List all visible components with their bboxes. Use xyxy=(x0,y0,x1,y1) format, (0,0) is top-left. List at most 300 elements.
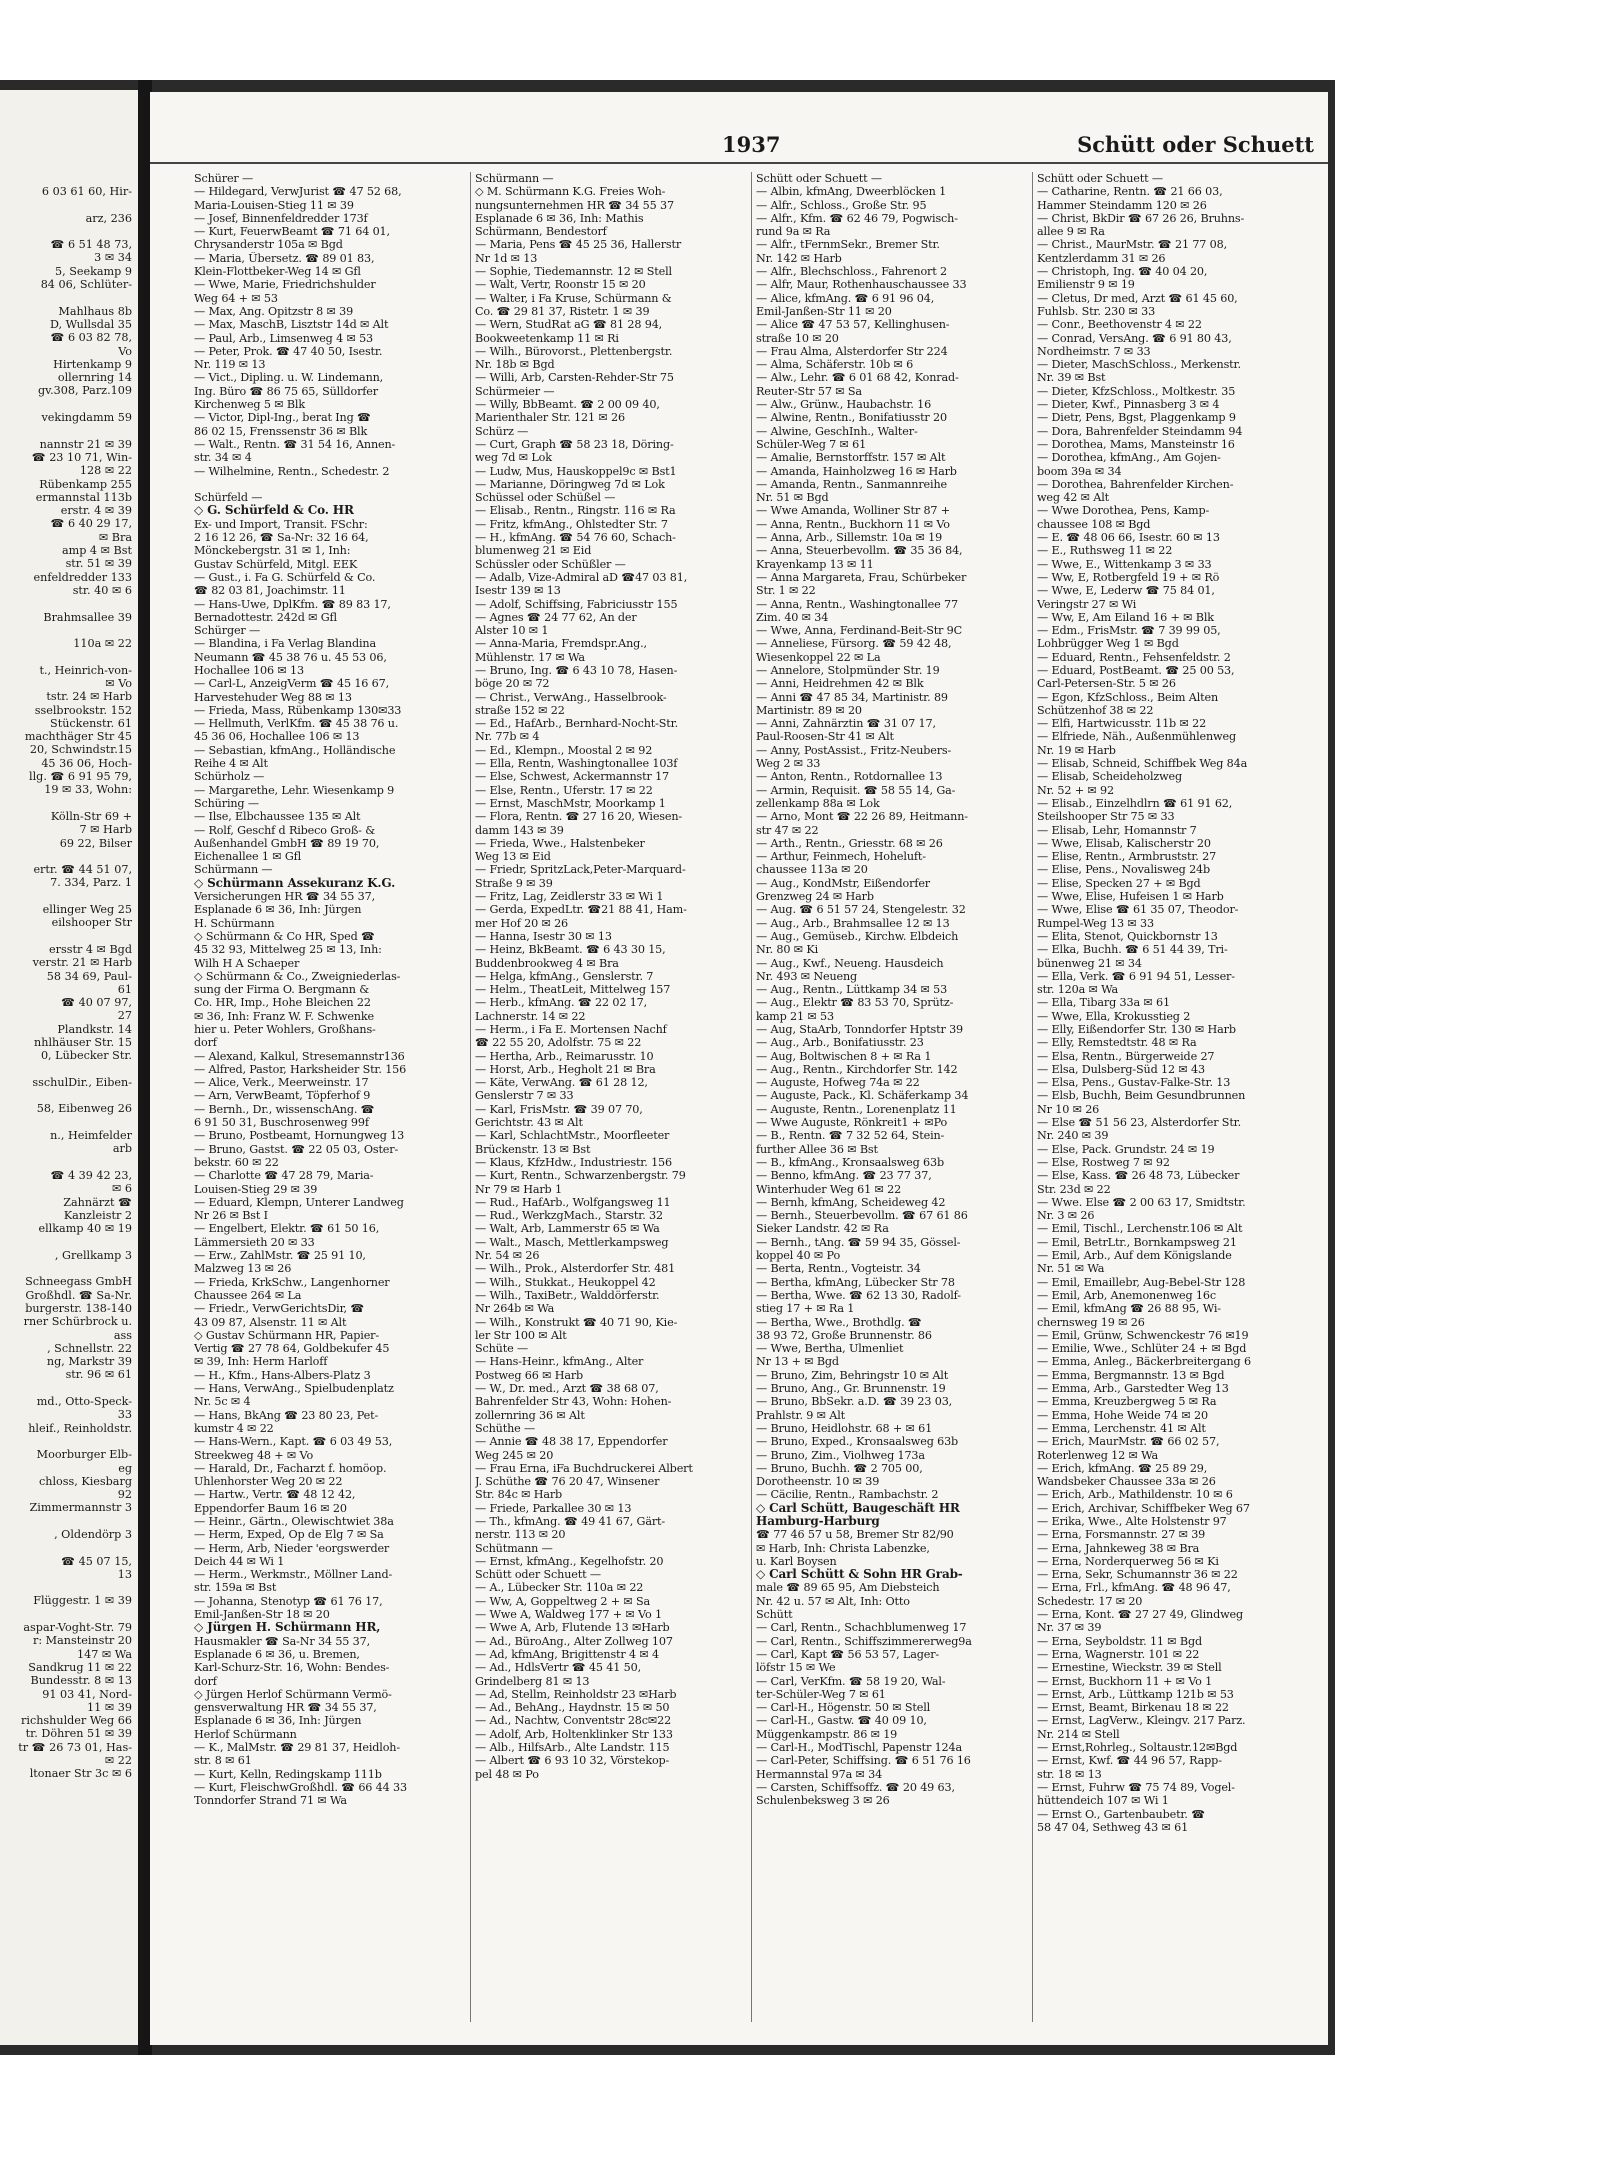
directory-entry: Veringstr 27 ✉ Wi xyxy=(1037,597,1137,611)
directory-entry: — Aug, Boltwischen 8 + ✉ Ra 1 xyxy=(756,1049,932,1063)
directory-entry: Zim. 40 ✉ 34 xyxy=(756,610,829,624)
directory-entry: Hamburg-Harburg xyxy=(756,1514,880,1528)
directory-entry: — Alfr., Blechschloss., Fahrenort 2 xyxy=(756,265,947,279)
directory-entry: Co. HR, Imp., Hohe Bleichen 22 xyxy=(194,996,371,1010)
directory-entry: — Frieda, Wwe., Halstenbeker xyxy=(475,836,645,850)
directory-entry: straße 10 ✉ 20 xyxy=(756,331,839,345)
left-page-line: 61 xyxy=(117,982,132,996)
left-page-line: ☎ 6 51 48 73, xyxy=(50,238,132,252)
directory-entry: — Anna Margareta, Frau, Schürbeker xyxy=(756,570,967,584)
directory-entry: — Flora, Rentn. ☎ 27 16 20, Wiesen- xyxy=(475,810,683,824)
left-page-line: Bundesstr. 8 ✉ 13 xyxy=(30,1674,132,1688)
directory-entry: — Arthur, Feinmech, Hoheluft- xyxy=(756,850,926,864)
directory-entry: Str. 23d ✉ 22 xyxy=(1037,1182,1111,1196)
directory-entry: ✉ 36, Inh: Franz W. F. Schwenke xyxy=(194,1009,374,1023)
directory-entry: — Käte, VerwAng. ☎ 61 28 12, xyxy=(475,1076,648,1090)
directory-entry: dorf xyxy=(194,1674,217,1688)
directory-entry: — Eduard, Rentn., Fehsenfeldstr. 2 xyxy=(1037,650,1231,664)
directory-entry: — Benno, kfmAng. ☎ 23 77 37, xyxy=(756,1169,932,1183)
directory-entry: — Klaus, KfzHdw., Industriestr. 156 xyxy=(475,1155,672,1169)
directory-entry: — Christ, BkDir ☎ 67 26 26, Bruhns- xyxy=(1037,211,1245,225)
directory-entry: Weg 2 ✉ 33 xyxy=(756,757,821,771)
left-page-line xyxy=(18,1608,132,1621)
directory-entry: Grindelberg 81 ✉ 13 xyxy=(475,1674,590,1688)
directory-entry: — Elka, Buchh. ☎ 6 51 44 39, Tri- xyxy=(1037,943,1228,957)
directory-entry: — Ella, Verk. ☎ 6 91 94 51, Lesser- xyxy=(1037,969,1235,983)
directory-entry: zellenkamp 88a ✉ Lok xyxy=(756,796,880,810)
directory-entry: — Bruno, Heidlohstr. 68 + ✉ 61 xyxy=(756,1421,933,1435)
directory-entry: — Carl-H., Gastw. ☎ 40 09 10, xyxy=(756,1714,927,1728)
directory-entry: Nr 1d ✉ 13 xyxy=(475,251,538,265)
directory-entry: 58 47 04, Sethweg 43 ✉ 61 xyxy=(1037,1820,1189,1834)
directory-entry: — Karl, SchlachtMstr., Moorfleeter xyxy=(475,1129,670,1143)
directory-entry: Gerichtstr. 43 ✉ Alt xyxy=(475,1116,583,1130)
directory-entry: str. 159a ✉ Bst xyxy=(194,1581,277,1595)
left-page-line xyxy=(18,1116,132,1129)
left-page-line xyxy=(18,1382,132,1395)
directory-entry: — Wwe Dorothea, Pens, Kamp- xyxy=(1037,504,1210,518)
surname-heading: Schütt oder Schuett — xyxy=(756,172,882,185)
directory-entry: — Carl, VerKfm. ☎ 58 19 20, Wal- xyxy=(756,1674,946,1688)
directory-entry: — Wilh., Bürovorst., Plettenbergstr. xyxy=(475,344,673,358)
directory-entry: — Willi, Arb, Carsten-Rehder-Str 75 xyxy=(475,371,674,385)
directory-entry: Tonndorfer Strand 71 ✉ Wa xyxy=(194,1794,347,1808)
directory-entry: ☎ 82 03 81, Joachimstr. 11 xyxy=(194,584,346,598)
directory-entry: Dorotheenstr. 10 ✉ 39 xyxy=(756,1475,880,1489)
directory-entry: — Adolf, Arb, Holtenklinker Str 133 xyxy=(475,1727,673,1741)
directory-entry: Krayenkamp 13 ✉ 11 xyxy=(756,557,874,571)
directory-entry: — Ernst, kfmAng., Kegelhofstr. 20 xyxy=(475,1554,664,1568)
directory-entry: — Christ., MaurMstr. ☎ 21 77 08, xyxy=(1037,238,1228,252)
directory-entry: — Charlotte ☎ 47 28 79, Maria- xyxy=(194,1169,374,1183)
directory-entry: stieg 17 + ✉ Ra 1 xyxy=(756,1302,855,1316)
directory-entry: — Josef, Binnenfeldredder 173f xyxy=(194,211,368,225)
directory-entry: Nr. 39 ✉ Bst xyxy=(1037,371,1106,385)
directory-entry: — Hans-Wern., Kapt. ☎ 6 03 49 53, xyxy=(194,1435,393,1449)
left-page-line xyxy=(18,890,132,903)
directory-entry: Nr. 214 ✉ Stell xyxy=(1037,1727,1120,1741)
directory-entry: — Elly, Eißendorfer Str. 130 ✉ Harb xyxy=(1037,1023,1236,1036)
directory-entry: — Elisab, Scheideholzweg xyxy=(1037,770,1183,784)
left-page-line: llg. ☎ 6 91 95 79, xyxy=(29,770,132,784)
left-page-line: eg xyxy=(118,1461,132,1475)
directory-entry: gensverwaltung HR ☎ 34 55 37, xyxy=(194,1701,377,1715)
directory-entry: Emilienstr 9 ✉ 19 xyxy=(1037,278,1135,292)
directory-entry: — Heinz, BkBeamt. ☎ 6 43 30 15, xyxy=(475,943,666,957)
directory-entry: chaussee 113a ✉ 20 xyxy=(756,863,868,877)
left-page-line: ltonaer Str 3c ✉ 6 xyxy=(29,1767,132,1781)
directory-entry: — Alexand, Kalkul, Stresemannstr136 xyxy=(194,1049,405,1063)
directory-entry: — Carl, Kapt ☎ 56 53 57, Lager- xyxy=(756,1647,940,1661)
directory-entry: Vertig ☎ 27 78 64, Goldbekufer 45 xyxy=(194,1342,390,1356)
directory-entry: — E., Ruthsweg 11 ✉ 22 xyxy=(1037,544,1173,558)
directory-entry: — Erich, MaurMstr. ☎ 66 02 57, xyxy=(1037,1435,1220,1449)
directory-entry: — Aug., Gemüseb., Kirchw. Elbdeich xyxy=(756,929,959,943)
directory-entry: — Karl, FrisMstr. ☎ 39 07 70, xyxy=(475,1102,643,1116)
directory-entry: str. 120a ✉ Wa xyxy=(1037,983,1119,997)
directory-entry: — Dorothea, Bahrenfelder Kirchen- xyxy=(1037,477,1234,491)
surname-heading: Schürholz — xyxy=(194,770,265,784)
directory-entry: Versicherungen HR ☎ 34 55 37, xyxy=(194,890,375,904)
directory-entry: — Anneliese, Fürsorg. ☎ 59 42 48, xyxy=(756,637,952,651)
directory-entry: Ing. Büro ☎ 86 75 65, Sülldorfer xyxy=(194,384,378,398)
directory-entry: ◇ Carl Schütt & Sohn HR Grab- xyxy=(756,1568,963,1582)
directory-entry: koppel 40 ✉ Po xyxy=(756,1249,841,1263)
directory-entry: Hammer Steindamm 120 ✉ 26 xyxy=(1037,198,1207,212)
directory-entry: — Alwine, GeschInh., Walter- xyxy=(756,424,918,438)
directory-entry: mer Hof 20 ✉ 26 xyxy=(475,916,569,930)
left-page-line: D, Wullsdal 35 xyxy=(49,317,132,331)
left-page-line: 45 36 06, Hoch- xyxy=(41,756,132,770)
directory-entry: — Margarethe, Lehr. Wiesenkamp 9 xyxy=(194,783,395,797)
directory-entry: — Alfr., tFernmSekr., Bremer Str. xyxy=(756,238,940,252)
directory-entry: — Ernst, Buckhorn 11 + ✉ Vo 1 xyxy=(1037,1674,1213,1688)
directory-entry: — Erich, Archivar, Schiffbeker Weg 67 xyxy=(1037,1501,1250,1515)
directory-entry: — Carl-L, AnzeigVerm ☎ 45 16 67, xyxy=(194,677,390,691)
directory-entry: — Hellmuth, VerlKfm. ☎ 45 38 76 u. xyxy=(194,717,399,731)
directory-entry: Neumann ☎ 45 38 76 u. 45 53 06, xyxy=(194,650,387,664)
left-page-line: tr ☎ 26 73 01, Has- xyxy=(18,1740,132,1754)
left-page-line xyxy=(18,225,132,238)
column-rule xyxy=(470,172,471,2022)
directory-entry: — Ernst, LagVerw., Kleingv. 217 Parz. xyxy=(1037,1714,1246,1728)
directory-entry: kumstr 4 ✉ 22 xyxy=(194,1421,274,1435)
directory-entry: — Ernst O., Gartenbaubetr. ☎ xyxy=(1037,1807,1205,1821)
directory-entry: — Wwe Auguste, Rönkreit1 + ✉Po xyxy=(756,1116,948,1130)
directory-entry: — Blandina, i Fa Verlag Blandina xyxy=(194,637,376,651)
directory-entry: — Rolf, Geschf d Ribeco Groß- & xyxy=(194,823,375,837)
directory-entry: — Rud., HafArb., Wolfgangsweg 11 xyxy=(475,1195,671,1209)
directory-entry: Kentzlerdamm 31 ✉ 26 xyxy=(1037,251,1166,265)
left-page-line: Rübenkamp 255 xyxy=(39,477,132,491)
directory-entry: — Erna, Wagnerstr. 101 ✉ 22 xyxy=(1037,1647,1200,1661)
left-page-line: ☎ 4 39 42 23, xyxy=(50,1168,132,1182)
directory-entry: Sieker Landstr. 42 ✉ Ra xyxy=(756,1222,889,1236)
directory-entry: ✉ Harb, Inh: Christa Labenzke, xyxy=(756,1541,930,1555)
directory-entry: Nr 79 ✉ Harb 1 xyxy=(475,1182,562,1196)
left-page-line: richshulder Weg 66 xyxy=(21,1714,132,1728)
left-page-line xyxy=(18,424,132,437)
directory-entry: — Maria, Übersetz. ☎ 89 01 83, xyxy=(194,251,375,265)
directory-entry: — Willy, BbBeamt. ☎ 2 00 09 40, xyxy=(475,398,660,412)
directory-entry: — Walter, i Fa Kruse, Schürmann & xyxy=(475,291,672,305)
directory-entry: — W., Dr. med., Arzt ☎ 38 68 07, xyxy=(475,1382,659,1396)
surname-heading: Schürmeier — xyxy=(475,384,555,398)
directory-column-2 xyxy=(475,172,745,2042)
directory-entry: — Harald, Dr., Facharzt f. homöop. xyxy=(194,1461,387,1475)
directory-entry: Nr. 80 ✉ Ki xyxy=(756,943,819,957)
directory-entry: — Aug., Arb., Brahmsallee 12 ✉ 13 xyxy=(756,916,950,930)
directory-entry: weg 42 ✉ Alt xyxy=(1037,491,1109,505)
directory-entry: — Alfr, Maur, Rothenhauschaussee 33 xyxy=(756,278,967,292)
left-page-line: ☎ 45 07 15, xyxy=(61,1554,132,1568)
left-page-line: chloss, Kiesbarg xyxy=(38,1474,132,1488)
left-page-line: ✉ 6 xyxy=(111,1182,132,1196)
directory-entry: — Wilh., TaxiBetr., Walddörferstr. xyxy=(475,1288,660,1302)
directory-entry: — Auguste, Pack., Kl. Schäferkamp 34 xyxy=(756,1089,969,1103)
directory-entry: — Wwe A, Waldweg 177 + ✉ Vo 1 xyxy=(475,1608,662,1622)
directory-entry: Nr. 493 ✉ Neueng xyxy=(756,969,858,983)
directory-entry: u. Karl Boysen xyxy=(756,1554,837,1568)
left-page-line: ☎ 6 40 29 17, xyxy=(50,517,132,531)
surname-heading: Schütt oder Schuett — xyxy=(475,1568,601,1582)
surname-heading: Schütt oder Schuett — xyxy=(1037,172,1163,185)
left-page-line xyxy=(18,1515,132,1528)
directory-entry: — Erich, Arb., Mathildenstr. 10 ✉ 6 xyxy=(1037,1488,1233,1502)
left-page-line: , Grellkamp 3 xyxy=(54,1248,132,1262)
directory-entry: — Emil, Arb, Anemonenweg 16c xyxy=(1037,1288,1216,1302)
directory-entry: — Johanna, Stenotyp ☎ 61 76 17, xyxy=(194,1594,383,1608)
directory-entry: — Anna, Steuerbevollm. ☎ 35 36 84, xyxy=(756,544,963,558)
directory-entry: — Bruno, Ing. ☎ 6 43 10 78, Hasen- xyxy=(475,663,678,677)
directory-entry: — Wwe, Anna, Ferdinand-Beit-Str 9C xyxy=(756,624,963,638)
directory-entry: — Arn, VerwBeamt, Töpferhof 9 xyxy=(194,1089,371,1103)
directory-entry: — Friede, Parkallee 30 ✉ 13 xyxy=(475,1501,632,1515)
directory-entry: Lachnerstr. 14 ✉ 22 xyxy=(475,1009,586,1023)
directory-entry: Bookweetenkamp 11 ✉ Ri xyxy=(475,331,619,345)
left-page-line: ✉ 22 xyxy=(104,1754,132,1768)
directory-entry: Steilshooper Str 75 ✉ 33 xyxy=(1037,810,1175,824)
directory-entry: — Anna-Maria, Fremdspr.Ang., xyxy=(475,637,647,651)
directory-entry: — Ad, Stellm, Reinholdstr 23 ✉Harb xyxy=(475,1687,677,1701)
left-page-line: 58 34 69, Paul- xyxy=(46,969,132,983)
directory-entry: sung der Firma O. Bergmann & xyxy=(194,983,370,997)
directory-entry: — Emil, Tischl., Lerchenstr.106 ✉ Alt xyxy=(1037,1222,1243,1236)
directory-entry: — Adolf, Schiffsing, Fabriciusstr 155 xyxy=(475,597,678,611)
directory-entry: — Ludw, Mus, Hauskoppel9c ✉ Bst1 xyxy=(475,464,677,478)
directory-entry: Emil-Janßen-Str 11 ✉ 20 xyxy=(756,304,892,318)
directory-entry: hier u. Peter Wohlers, Großhans- xyxy=(194,1023,376,1036)
directory-entry: kamp 21 ✉ 53 xyxy=(756,1009,834,1023)
directory-entry: Maria-Louisen-Stieg 11 ✉ 39 xyxy=(194,198,354,212)
directory-entry: — Amanda, Rentn., Sanmannreihe xyxy=(756,477,947,491)
directory-entry: — Carl-H., ModTischl, Papenstr 124a xyxy=(756,1741,962,1755)
left-page-line: ☎ 6 03 82 78, xyxy=(50,331,132,345)
directory-entry: — Erna, Sekr, Schumannstr 36 ✉ 22 xyxy=(1037,1568,1238,1582)
left-page-line: 0, Lübecker Str. xyxy=(40,1049,132,1063)
directory-entry: — Helga, kfmAng., Genslerstr. 7 xyxy=(475,969,654,983)
directory-entry: — Elita, Stenot, Quickbornstr 13 xyxy=(1037,929,1218,943)
directory-entry: — Kurt, Kelln, Redingskamp 111b xyxy=(194,1767,382,1781)
left-page-line xyxy=(18,930,132,943)
directory-entry: — Hanna, Isestr 30 ✉ 13 xyxy=(475,929,612,943)
directory-entry: — Anni, Heidrehmen 42 ✉ Blk xyxy=(756,677,924,691)
directory-entry: Genslerstr 7 ✉ 33 xyxy=(475,1089,574,1103)
directory-entry: Winterhuder Weg 61 ✉ 22 xyxy=(756,1182,902,1196)
directory-entry: — Wwe, Ella, Krokusstieg 2 xyxy=(1037,1009,1191,1023)
directory-entry: zollernring 36 ✉ Alt xyxy=(475,1408,585,1422)
directory-entry: — Eduard, PostBeamt. ☎ 25 00 53, xyxy=(1037,663,1235,677)
directory-entry: Herlof Schürmann xyxy=(194,1727,297,1741)
directory-entry: — Rud., WerkzgMach., Starstr. 32 xyxy=(475,1209,663,1223)
directory-entry: — Erna, Seyboldstr. 11 ✉ Bgd xyxy=(1037,1634,1203,1648)
directory-entry: — Max, Ang. Opitzstr 8 ✉ 39 xyxy=(194,304,354,318)
directory-entry: — Elise, Pens., Novalisweg 24b xyxy=(1037,863,1211,877)
directory-entry: — Aug. ☎ 6 51 57 24, Stengelestr. 32 xyxy=(756,903,966,917)
left-page-line: hleif., Reinholdstr. xyxy=(28,1421,132,1435)
directory-entry: — Elfriede, Näh., Außenmühlenweg xyxy=(1037,730,1236,744)
directory-entry: rund 9a ✉ Ra xyxy=(756,225,831,239)
directory-entry: — Hans-Heinr., kfmAng., Alter xyxy=(475,1355,644,1369)
left-page-line: Kölln-Str 69 + xyxy=(50,809,132,823)
directory-entry: — Adalb, Vize-Admiral aD ☎47 03 81, xyxy=(475,570,688,584)
surname-heading: Schüring — xyxy=(194,796,259,810)
directory-entry: Chrysanderstr 105a ✉ Bgd xyxy=(194,238,343,252)
directory-entry: — Cletus, Dr med, Arzt ☎ 61 45 60, xyxy=(1037,291,1238,305)
directory-entry: — Herm., Werkmstr., Möllner Land- xyxy=(194,1568,393,1582)
surname-heading: Schütmann — xyxy=(475,1541,553,1555)
directory-entry: Hermannstal 97a ✉ 34 xyxy=(756,1767,883,1781)
surname-heading: Schürer — xyxy=(194,172,254,185)
directory-entry: H. Schürmann xyxy=(194,916,275,930)
directory-entry: — Anni, Zahnärztin ☎ 31 07 17, xyxy=(756,717,936,731)
directory-entry: — Emil, Arb., Auf dem Königslande xyxy=(1037,1249,1232,1263)
directory-entry: ◇ Schürmann & Co HR, Sped ☎ xyxy=(194,929,375,943)
directory-entry: 38 93 72, Große Brunnenstr. 86 xyxy=(756,1328,932,1342)
directory-entry: 43 09 87, Alsenstr. 11 ✉ Alt xyxy=(194,1315,347,1329)
directory-entry: — K., MalMstr. ☎ 29 81 37, Heidloh- xyxy=(194,1741,400,1755)
directory-entry: Alster 10 ✉ 1 xyxy=(475,624,549,638)
directory-entry: — Wwe, E., Wittenkamp 3 ✉ 33 xyxy=(1037,557,1212,571)
surname-heading: Schürmann — xyxy=(194,863,273,877)
directory-entry: — Berta, Rentn., Vogteistr. 34 xyxy=(756,1262,921,1276)
directory-entry: — Hans-Uwe, DplKfm. ☎ 89 83 17, xyxy=(194,597,391,611)
directory-entry: — Th., kfmAng. ☎ 49 41 67, Gärt- xyxy=(475,1514,666,1528)
directory-entry: — Alb., HilfsArb., Alte Landstr. 115 xyxy=(475,1741,670,1755)
directory-entry: — Wilhelmine, Rentn., Schedestr. 2 xyxy=(194,464,390,478)
left-page-line: 3 ✉ 34 xyxy=(94,251,132,265)
left-page-line: 69 22, Bilser xyxy=(59,836,132,850)
directory-entry: — Elise, Specken 27 + ✉ Bgd xyxy=(1037,876,1201,890)
directory-entry: Nr. 52 + ✉ 92 xyxy=(1037,783,1114,797)
directory-entry: — Amalie, Bernstorffstr. 157 ✉ Alt xyxy=(756,451,946,465)
directory-entry: — Ernst,Rohrleg., Soltaustr.12✉Bgd xyxy=(1037,1741,1238,1755)
directory-entry: — Elsa, Dulsberg-Süd 12 ✉ 43 xyxy=(1037,1062,1205,1076)
directory-entry: — Conrad, VersAng. ☎ 6 91 80 43, xyxy=(1037,331,1232,345)
directory-entry: Esplanade 6 ✉ 36, Inh: Mathis xyxy=(475,211,644,225)
directory-entry: — Sophie, Tiedemannstr. 12 ✉ Stell xyxy=(475,265,672,279)
directory-entry: — Conr., Beethovenstr 4 ✉ 22 xyxy=(1037,318,1202,332)
left-page-line xyxy=(18,1235,132,1248)
directory-entry: Straße 9 ✉ 39 xyxy=(475,876,553,890)
directory-entry: — Erika, Wwe., Alte Holstenstr 97 xyxy=(1037,1514,1227,1528)
directory-entry: J. Schüthe ☎ 76 20 47, Winsener xyxy=(475,1475,660,1489)
directory-entry: — Kurt, Rentn., Schwarzenbergstr. 79 xyxy=(475,1169,686,1183)
directory-entry: Wiesenkoppel 22 ✉ La xyxy=(756,650,881,664)
directory-entry: — Dora, Bahrenfelder Steindamm 94 xyxy=(1037,424,1243,438)
directory-entry: — Bernh., tAng. ☎ 59 94 35, Gössel- xyxy=(756,1235,961,1249)
directory-entry: — Wern, StudRat aG ☎ 81 28 94, xyxy=(475,318,663,332)
directory-entry: — B., kfmAng., Kronsaalsweg 63b xyxy=(756,1155,944,1169)
directory-entry: — Maria, Pens ☎ 45 25 36, Hallerstr xyxy=(475,238,682,252)
directory-entry: — Frieda, KrkSchw., Langenhorner xyxy=(194,1275,390,1289)
column-rule xyxy=(751,172,752,2022)
surname-heading: Schürfeld — xyxy=(194,491,263,505)
left-page-line: Zahnärzt ☎ xyxy=(63,1195,132,1209)
directory-column-1 xyxy=(194,172,464,2042)
directory-entry: — Frau Alma, Alsterdorfer Str 224 xyxy=(756,344,948,358)
left-page-line: ellkamp 40 ✉ 19 xyxy=(38,1222,132,1236)
directory-entry: — Bernh., Steuerbevollm. ☎ 67 61 86 xyxy=(756,1209,968,1223)
directory-entry: — Eduard, Klempn, Unterer Landweg xyxy=(194,1195,404,1209)
directory-entry: bünenweg 21 ✉ 34 xyxy=(1037,956,1142,970)
directory-entry: nungsunternehmen HR ☎ 34 55 37 xyxy=(475,198,674,212)
directory-entry: ◇ G. Schürfeld & Co. HR xyxy=(194,504,354,518)
directory-entry: ◇ Schürmann & Co., Zweigniederlas- xyxy=(194,969,401,983)
directory-entry: Eppendorfer Baum 16 ✉ 20 xyxy=(194,1501,347,1515)
directory-entry: — Gerda, ExpedLtr. ☎21 88 41, Ham- xyxy=(475,903,687,917)
directory-entry: Weg 13 ✉ Eid xyxy=(475,850,551,864)
directory-entry: Lämmersieth 20 ✉ 33 xyxy=(194,1235,315,1249)
directory-entry: Nr. 51 ✉ Wa xyxy=(1037,1262,1105,1276)
directory-entry: allee 9 ✉ Ra xyxy=(1037,225,1105,239)
left-page-line: arb xyxy=(112,1142,132,1156)
left-page-line: eilshooper Str xyxy=(51,916,132,930)
directory-entry: — Elisab., Rentn., Ringstr. 116 ✉ Ra xyxy=(475,504,676,518)
directory-entry: — Dorothea, kfmAng., Am Gojen- xyxy=(1037,451,1221,465)
left-page-line: Sandkrug 11 ✉ 22 xyxy=(28,1660,132,1674)
directory-entry: — Ilse, Elbchaussee 135 ✉ Alt xyxy=(194,810,361,824)
directory-entry: — Alw., Grünw., Haubachstr. 16 xyxy=(756,398,932,412)
left-page-line: 13 xyxy=(117,1567,132,1581)
directory-entry: — Dorothea, Mams, Mansteinstr 16 xyxy=(1037,437,1235,451)
left-page-line xyxy=(18,1063,132,1076)
left-page-line: ersstr 4 ✉ Bgd xyxy=(49,942,132,956)
directory-entry: Mühlenstr. 17 ✉ Wa xyxy=(475,650,585,664)
left-page-line: 84 06, Schlüter- xyxy=(40,278,132,292)
left-page-line: Flüggestr. 1 ✉ 39 xyxy=(33,1594,132,1608)
directory-entry: — Wilh., Stukkat., Heukoppel 42 xyxy=(475,1275,656,1289)
directory-entry: — Anna, Rentn., Buckhorn 11 ✉ Vo xyxy=(756,517,950,531)
left-page-line xyxy=(18,291,132,304)
directory-entry: — Elsb, Buchh, Beim Gesundbrunnen xyxy=(1037,1089,1246,1103)
directory-entry: ◇ Schürmann Assekuranz K.G. xyxy=(194,876,396,890)
left-page-line: Kanzleistr 2 xyxy=(63,1208,132,1222)
directory-entry: — Egon, KfzSchloss., Beim Alten xyxy=(1037,690,1219,704)
directory-entry: Nr. 5c ✉ 4 xyxy=(194,1395,251,1409)
left-page-line: Zimmermannstr 3 xyxy=(29,1501,132,1515)
directory-page xyxy=(150,92,1328,2045)
directory-entry: Eichenallee 1 ✉ Gfl xyxy=(194,850,302,864)
left-page-text xyxy=(18,185,132,1781)
directory-entry: — Ella, Tibarg 33a ✉ 61 xyxy=(1037,996,1170,1010)
directory-entry: ◇ Jürgen H. Schürmann HR, xyxy=(194,1621,381,1635)
directory-entry: — Hartw., Vertr. ☎ 48 12 42, xyxy=(194,1488,356,1502)
left-page-line: tstr. 24 ✉ Harb xyxy=(46,690,132,704)
directory-column-4 xyxy=(1037,172,1307,2042)
left-page-line xyxy=(18,1262,132,1275)
left-page-line: sselbrookstr. 152 xyxy=(34,703,132,717)
left-page-line xyxy=(18,597,132,610)
directory-entry: — Frieda, Mass, Rübenkamp 130✉33 xyxy=(194,703,402,717)
directory-entry: — Elsa, Pens., Gustav-Falke-Str. 13 xyxy=(1037,1076,1231,1090)
directory-entry: — Elisab, Schneid, Schiffbek Weg 84a xyxy=(1037,757,1248,771)
left-page-line: 92 xyxy=(117,1488,132,1502)
left-page-line: amp 4 ✉ Bst xyxy=(61,544,132,558)
directory-entry: — Wwe, E, Lederw ☎ 75 84 01, xyxy=(1037,584,1215,598)
directory-entry: ler Str 100 ✉ Alt xyxy=(475,1328,567,1342)
directory-entry: Weg 64 + ✉ 53 xyxy=(194,291,278,305)
left-page-line: ng, Markstr 39 xyxy=(46,1355,132,1369)
directory-entry: — Ww, A, Goppeltweg 2 + ✉ Sa xyxy=(475,1594,651,1608)
left-page-line: ✉ Bra xyxy=(98,530,132,544)
directory-entry: — Else, Pack. Grundstr. 24 ✉ 19 xyxy=(1037,1142,1215,1156)
directory-entry: — Christ., VerwAng., Hasselbrook- xyxy=(475,690,667,704)
directory-entry: — Bruno, Postbeamt, Hornungweg 13 xyxy=(194,1129,405,1143)
directory-entry: — Sebastian, kfmAng., Holländische xyxy=(194,743,396,757)
directory-entry: — Catharine, Rentn. ☎ 21 66 03, xyxy=(1037,185,1223,199)
directory-entry: dorf xyxy=(194,1036,217,1050)
